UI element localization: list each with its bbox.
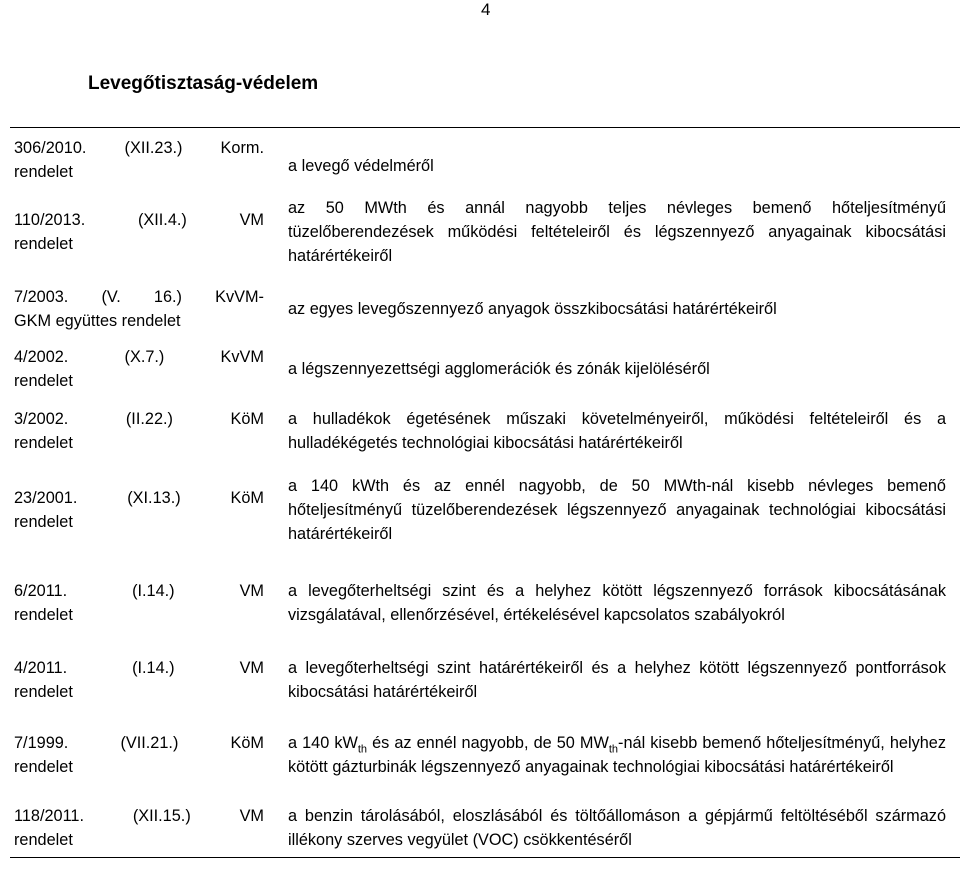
ref-type: rendelet — [14, 163, 73, 181]
regulation-description: a levegőterheltségi szint és a helyhez kötött légszennyező források kibocsátásának vizsgálatával, ellenőrzésével, értékelésével kapcsolatos szabályokról — [288, 582, 946, 624]
ref-number: 7/2003. — [14, 288, 69, 306]
regulation-description: a hulladékok égetésének műszaki követelményeiről, működési feltételeiről és a hulladékégetés technológiai kibocsátási határértékeiről — [288, 409, 946, 452]
ref-issuer: VM — [239, 806, 264, 825]
ref-type: rendelet — [14, 433, 73, 452]
table-row — [10, 648, 960, 711]
ref-date: (XI.13.) — [127, 489, 181, 507]
regulation-reference — [10, 128, 264, 185]
ref-type: rendelet — [14, 606, 73, 624]
ref-date-day: 16.) — [153, 288, 182, 306]
regulation-reference — [10, 339, 264, 399]
ref-issuer: KöM — [230, 489, 264, 507]
ref-number: 4/2002. — [14, 348, 69, 366]
table-row — [10, 799, 960, 857]
ref-issuer: KöM — [230, 734, 264, 752]
ref-issuer: VM — [239, 210, 264, 229]
ref-type: rendelet — [14, 234, 73, 253]
regulation-description: az 50 MWth és annál nagyobb teljes névleges bemenő hőteljesítményű tüzelőberendezések működési feltételeiről és légszennyező anyagainak kibocsátási határértékeiről — [288, 198, 946, 265]
ref-number: 7/1999. — [14, 734, 69, 752]
ref-date: (VII.21.) — [120, 734, 179, 752]
table-row — [10, 399, 960, 462]
ref-number: 23/2001. — [14, 489, 78, 507]
table-row — [10, 184, 960, 279]
ref-issuer: KöM — [230, 409, 264, 428]
ref-date: (XII.15.) — [132, 806, 191, 825]
table-row — [10, 711, 960, 799]
regulation-reference — [10, 184, 264, 279]
regulation-description: a 140 kWth és az ennél nagyobb, de 50 MWth-nál kisebb névleges bemenő hőteljesítményű tüzelőberendezések légszennyező anyagainak technológiai kibocsátási határértékeiről — [288, 477, 946, 543]
regulation-reference — [10, 462, 264, 558]
page-number: 4 — [481, 0, 491, 19]
ref-number: 110/2013. — [14, 210, 86, 229]
ref-number: 6/2011. — [14, 582, 68, 600]
table-row — [10, 279, 960, 339]
regulation-description: a 140 $kW_{th}$ és az ennél nagyobb, de 50 $MW_{th}$-nál kisebb bemenő hőteljesítményű, helyhez kötött gázturbinák légszennyező anyagainak technológiai kibocsátási határértékeiről — [288, 734, 946, 776]
regulations-table — [10, 127, 960, 858]
ref-type: rendelet — [14, 682, 73, 701]
ref-type: rendelet — [14, 513, 73, 531]
ref-issuer: KvVM — [220, 348, 264, 366]
ref-issuer: Korm. — [220, 139, 264, 157]
table-row — [10, 558, 960, 648]
ref-type: rendelet — [14, 830, 73, 849]
ref-date: (XII.4.) — [137, 210, 187, 229]
ref-date: (XII.23.) — [124, 139, 183, 157]
table-row — [10, 339, 960, 399]
regulation-description: a levegőterheltségi szint határértékeiről és a helyhez kötött légszennyező pontforrások kibocsátási határértékeiről — [288, 658, 946, 701]
ref-date: (II.22.) — [125, 409, 173, 428]
ref-issuer: KvVM- — [215, 288, 264, 306]
ref-date: (X.7.) — [124, 348, 165, 366]
ref-type: GKM együttes rendelet — [14, 312, 181, 330]
table-row — [10, 462, 960, 558]
ref-number: 3/2002. — [14, 409, 69, 428]
regulation-reference — [10, 279, 264, 339]
regulation-reference — [10, 648, 264, 711]
ref-type: rendelet — [14, 758, 73, 776]
regulation-reference — [10, 799, 264, 857]
ref-number: 4/2011. — [14, 658, 68, 677]
regulation-reference — [10, 558, 264, 648]
regulation-description: az egyes levegőszennyező anyagok összkibocsátási határértékeiről — [288, 300, 777, 318]
regulation-description: a légszennyezettségi agglomerációk és zónák kijelöléséről — [288, 360, 710, 378]
ref-date: (V. — [101, 288, 121, 306]
regulation-reference — [10, 711, 264, 799]
section-title: Levegőtisztaság-védelem — [88, 73, 319, 94]
ref-type: rendelet — [14, 372, 73, 390]
ref-date: (I.14.) — [132, 658, 175, 677]
ref-issuer: VM — [239, 582, 264, 600]
regulation-description: a benzin tárolásából, eloszlásából és töltőállomáson a gépjármű feltöltéséből származó illékony szerves vegyület (VOC) csökkentéséről — [288, 806, 946, 849]
table-row — [10, 128, 960, 185]
ref-number: 118/2011. — [14, 806, 85, 825]
ref-issuer: VM — [239, 658, 264, 677]
regulation-reference — [10, 399, 264, 462]
ref-date: (I.14.) — [132, 582, 175, 600]
regulation-description: a levegő védelméről — [288, 157, 434, 175]
ref-number: 306/2010. — [14, 139, 87, 157]
